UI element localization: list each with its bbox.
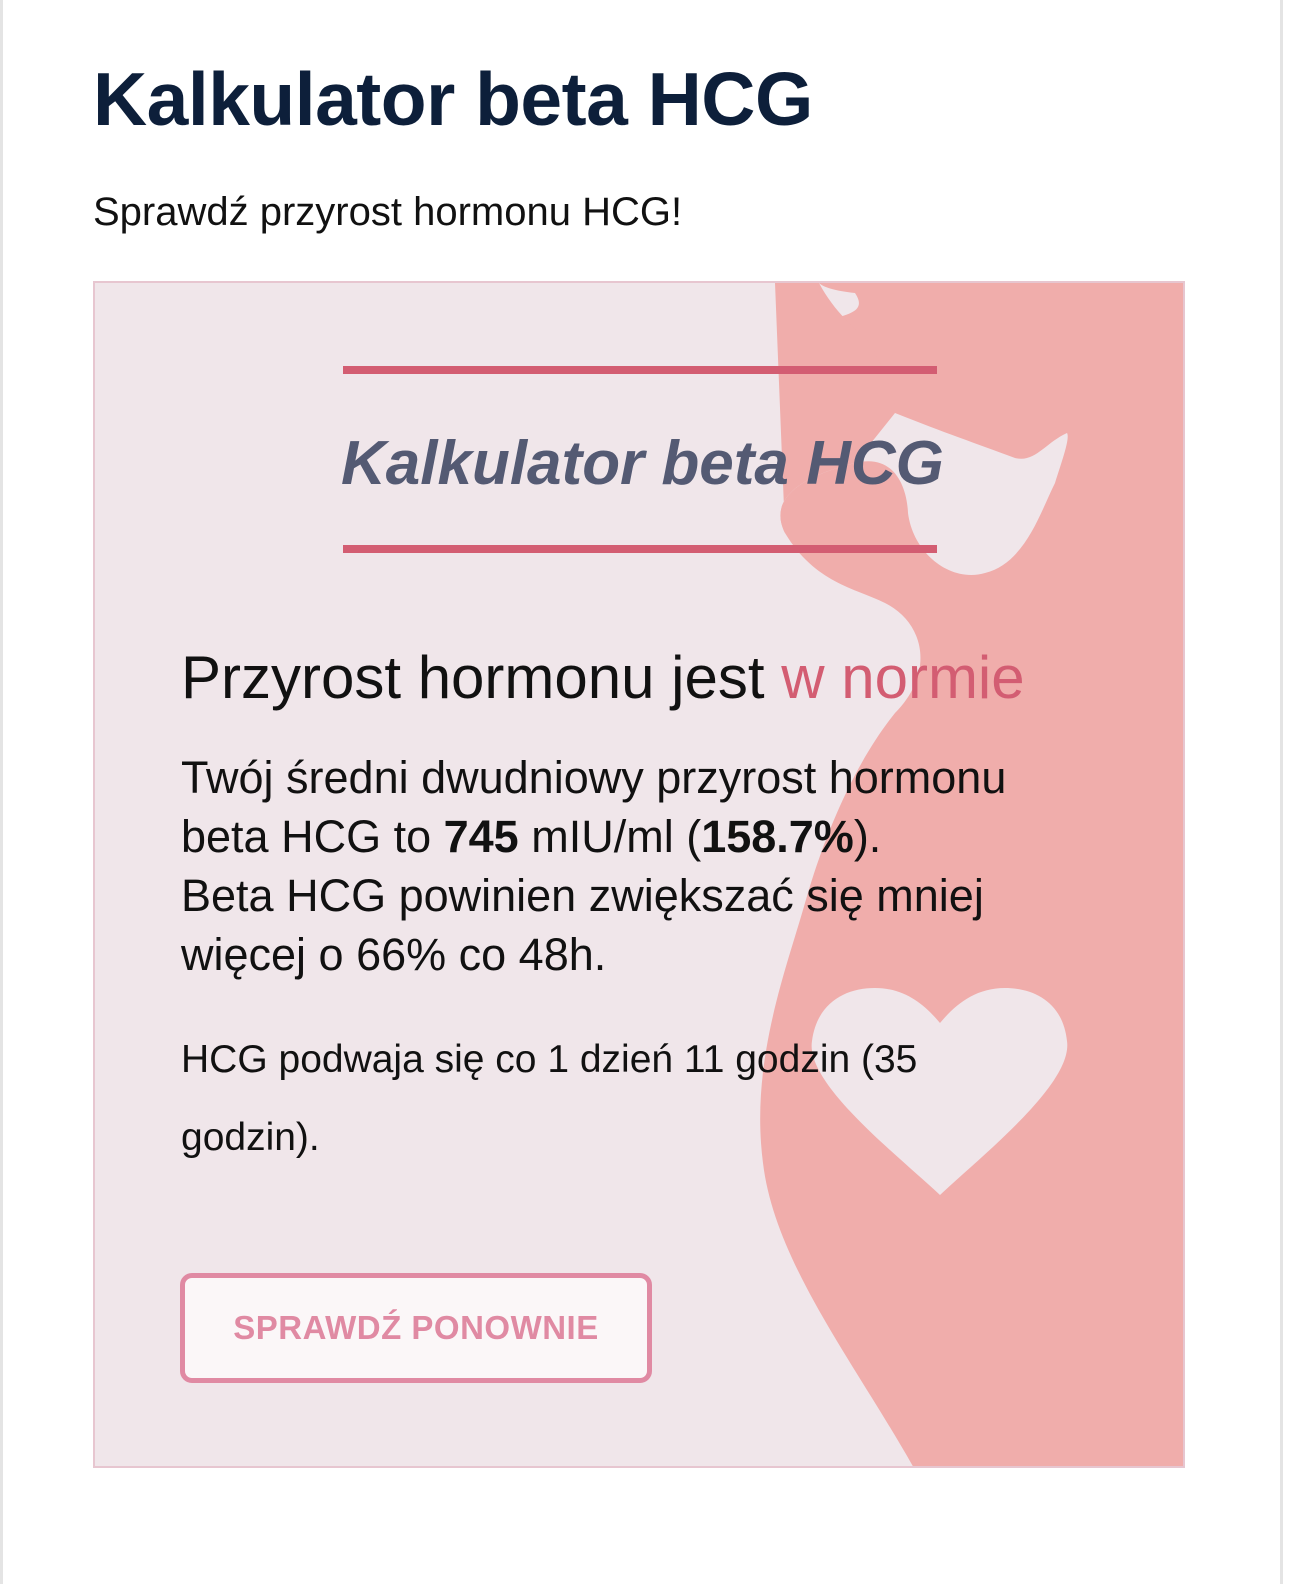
calculator-result-card	[93, 281, 1185, 1468]
page-title: Kalkulator beta HCG	[93, 57, 813, 141]
doubling-time-text: HCG podwaja się co 1 dzień 11 godzin (35 godzin).	[181, 1038, 918, 1159]
increase-percent: 158.7%	[701, 811, 854, 862]
summary-text-2: mIU/ml (	[518, 811, 702, 862]
page-subtitle: Sprawdź przyrost hormonu HCG!	[93, 190, 683, 234]
result-summary	[181, 748, 1081, 984]
summary-text-3: ).	[853, 811, 882, 862]
title-divider-top	[343, 366, 937, 374]
title-divider-bottom	[343, 545, 937, 553]
result-heading-prefix: Przyrost hormonu jest	[181, 644, 782, 711]
card-title: Kalkulator beta HCG	[341, 429, 944, 498]
check-again-button[interactable]: SPRAWDŹ PONOWNIE	[180, 1273, 652, 1383]
increase-value: 745	[443, 811, 519, 862]
result-status: w normie	[781, 644, 1025, 711]
summary-text-1: Twój średni dwudniowy przyrost hormonu beta HCG to	[181, 752, 1007, 862]
result-heading	[181, 643, 1025, 712]
norm-text: Beta HCG powinien zwiększać się mniej więcej o 66% co 48h.	[181, 870, 984, 980]
